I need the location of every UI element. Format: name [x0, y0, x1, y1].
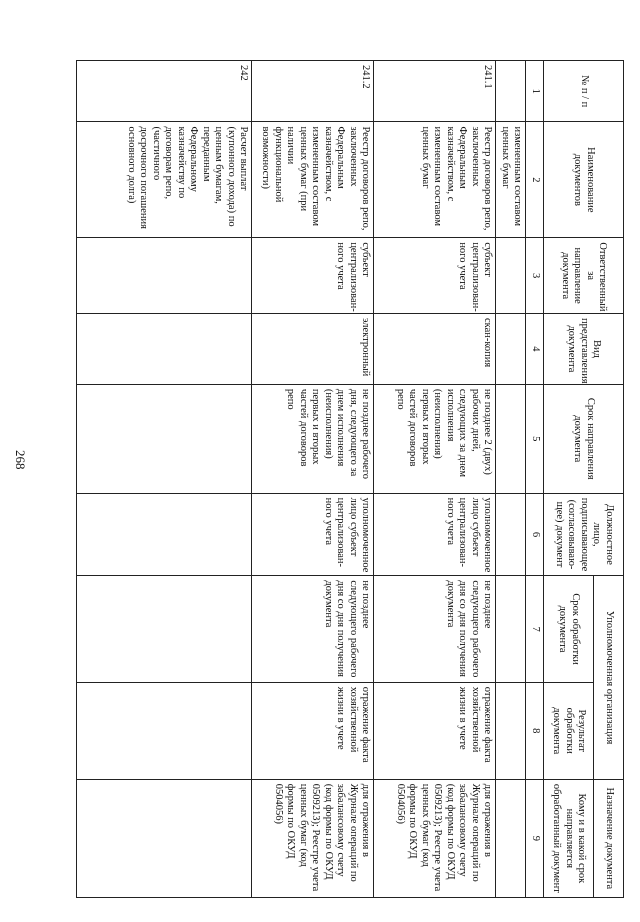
header-purpose: Кому и в какой срок направляется обработанный документ: [544, 779, 594, 897]
header-signer: Должностное лицо, подписывающее (согласовываю-щее) документ: [544, 493, 624, 576]
row-proc-term: [77, 576, 252, 682]
row-purpose: [77, 779, 252, 897]
table-row: [374, 61, 496, 898]
row-responsible: [77, 238, 252, 314]
header-type: Вид представления документа: [544, 313, 624, 384]
row-type: электронный: [252, 313, 374, 384]
row-name: измененным составом ценных бумаг: [496, 122, 526, 238]
column-number: 3: [526, 238, 544, 314]
column-number: 6: [526, 493, 544, 576]
header-responsible: Ответственный за направление документа: [544, 238, 624, 314]
row-signer: уполномоченное лицо субъект централизован-ного учета: [252, 493, 374, 576]
row-signer: уполномоченное лицо субъект централизован-ного учета: [374, 493, 496, 576]
column-number: 9: [526, 779, 544, 897]
header-proc-term: Срок обработки документа: [544, 576, 594, 682]
table-row-continuation: [496, 61, 526, 898]
row-signer: [77, 493, 252, 576]
row-term: не позднее рабочего дня, следующего за днем исполнения (неисполнения) первых и вторых частей договоров репо: [252, 384, 374, 493]
table-row: [77, 61, 252, 898]
column-number: 8: [526, 682, 544, 779]
header-group-org: Уполномоченная организация: [594, 576, 624, 779]
header-group-purpose: Назначение документа: [594, 779, 624, 897]
row-term: [77, 384, 252, 493]
row-number: 242: [77, 61, 252, 122]
header-result: Результат обработки документа: [544, 682, 594, 779]
row-proc-term: не позднее следующего рабочего дня со дня получения документа: [252, 576, 374, 682]
column-number-row: [526, 61, 544, 898]
column-number: 5: [526, 384, 544, 493]
row-result: отражение факта хозяйственной жизни в учете: [252, 682, 374, 779]
row-number: 241.1: [374, 61, 496, 122]
header-number: № п / п: [544, 61, 624, 122]
row-result: [77, 682, 252, 779]
column-number: 1: [526, 61, 544, 122]
header-term: Срок направления документа: [544, 384, 624, 493]
row-purpose: для отражения в Журнале операций по забалансовому счету (код формы по ОКУД 0509213); Реестре учета ценных бумаг (код формы по ОКУД 0504056): [252, 779, 374, 897]
page-number: 268: [13, 450, 28, 470]
row-name: Реестр договоров репо, заключенных Федеральным казначейством, с измененным составом ценных бумаг (при наличии функциональной возможности): [252, 122, 374, 238]
column-number: 7: [526, 576, 544, 682]
row-responsible: субъект централизован-ного учета: [252, 238, 374, 314]
row-purpose: для отражения в Журнале операций по забалансовому счету (код формы по ОКУД 0509213); Реестре учета ценных бумаг (код формы по ОКУД 0504056): [374, 779, 496, 897]
rotated-table-container: [51, 60, 624, 898]
column-number: 2: [526, 122, 544, 238]
row-result: отражение факта хозяйственной жизни в учете: [374, 682, 496, 779]
row-type: скан-копия: [374, 313, 496, 384]
row-proc-term: не позднее следующего рабочего дня со дня получения документа: [374, 576, 496, 682]
row-number: 241.2: [252, 61, 374, 122]
row-type: [77, 313, 252, 384]
column-number: 4: [526, 313, 544, 384]
header-name: Наименование документов: [544, 122, 624, 238]
row-name: Реестр договоров репо, заключенных Федеральным казначейством, с измененным составом ценных бумаг: [374, 122, 496, 238]
table-row: [252, 61, 374, 898]
row-responsible: субъект централизован-ного учета: [374, 238, 496, 314]
row-term: не позднее 2 (двух) рабочих дней, следующих за днем исполнения (неисполнения) первых и вторых частей договоров репо: [374, 384, 496, 493]
document-table: [77, 60, 625, 898]
row-name: Расчет выплат (купонного дохода) по ценным бумагам, переданным Федеральному казначейству по договорам репо, (частичного досрочного погашения основного долга): [77, 122, 252, 238]
